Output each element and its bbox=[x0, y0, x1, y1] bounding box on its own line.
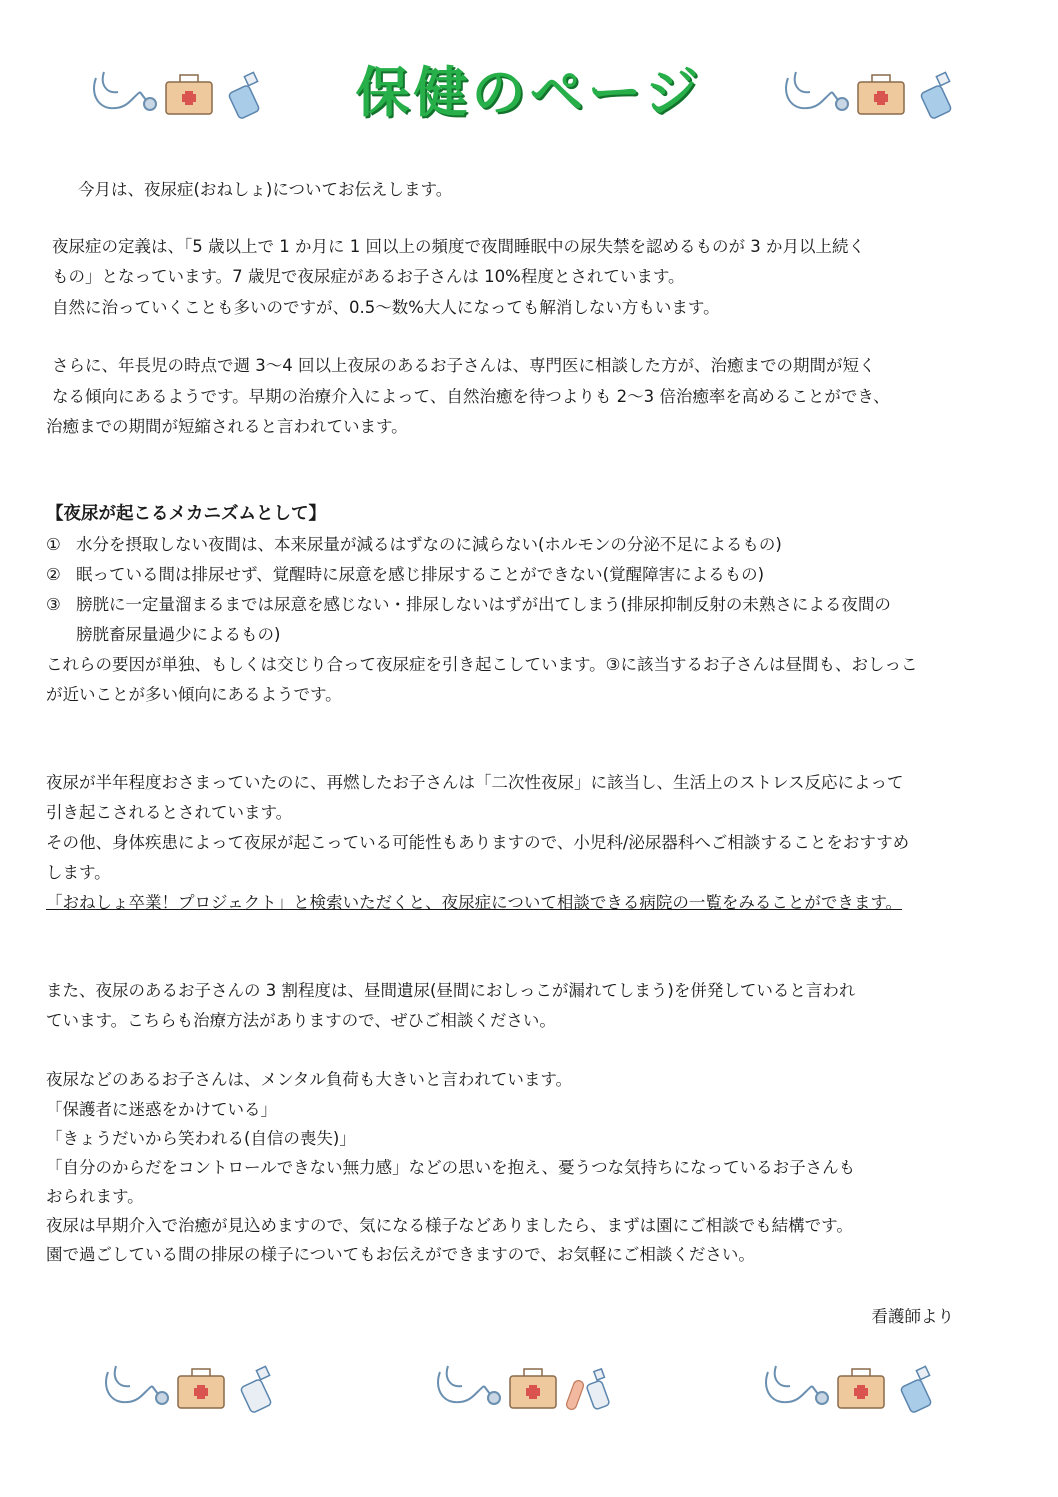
project-search-link[interactable]: 「おねしょ卒業！プロジェクト」と検索いただくと、夜尿症について相談できる病院の一覧をみることができます。 bbox=[46, 893, 903, 912]
secondary-line-1: 夜尿が半年程度おさまっていたのに、再燃したお子さんは「二次性夜尿」に該当し、生活上のストレス反応によって bbox=[46, 773, 904, 792]
medical-bag-icon bbox=[166, 75, 212, 114]
treatment-line-2: なる傾向にあるようです。早期の治療介入によって、自然治癒を待つよりも 2～3 倍治癒率を高めることができ、 bbox=[52, 387, 890, 406]
medical-decoration-bottom-right bbox=[760, 1358, 960, 1418]
mental-line-1: 夜尿などのあるお子さんは、メンタル負荷も大きいと言われています。 bbox=[46, 1070, 573, 1089]
secondary-line-3: その他、身体疾患によって夜尿が起こっている可能性もありますので、小児科/泌尿器科へご相談することをおすすめ bbox=[46, 833, 910, 852]
bottle-icon bbox=[240, 1366, 272, 1413]
page-title: 保健のページ bbox=[355, 61, 703, 124]
stethoscope-icon bbox=[106, 1366, 168, 1404]
secondary-line-2: 引き起こされるとされています。 bbox=[46, 803, 293, 822]
mechanism-heading: 【夜尿が起こるメカニズムとして】 bbox=[46, 504, 326, 524]
mechanism-item-1 bbox=[46, 530, 782, 559]
mental-line-5: おられます。 bbox=[46, 1187, 144, 1206]
mechanism-item-number: ③ bbox=[46, 595, 61, 614]
mental-line-4: 「自分のからだをコントロールできない無力感」などの思いを抱え、憂うつな気持ちになっているお子さんも bbox=[46, 1158, 856, 1177]
mechanism-item-text: 眠っている間は排尿せず、覚醒時に尿意を感じ排尿することができない(覚醒障害によるもの) bbox=[76, 565, 765, 584]
medical-bag-icon bbox=[858, 75, 904, 114]
mechanism-summary-line-2: が近いことが多い傾向にあるようです。 bbox=[46, 685, 342, 704]
medical-decoration-top-left bbox=[88, 64, 288, 124]
medical-decoration-top-right bbox=[780, 64, 980, 124]
definition-line-1: 夜尿症の定義は、「5 歳以上で 1 か月に 1 回以上の頻度で夜間睡眠中の尿失禁を認めるものが 3 か月以上続く bbox=[52, 237, 865, 256]
definition-line-3: 自然に治っていくことも多いのですが、0.5～数%大人になっても解消しない方もいます。 bbox=[52, 298, 720, 317]
bottle-icon bbox=[900, 1366, 932, 1413]
bottle-icon bbox=[228, 72, 260, 119]
medical-decoration-bottom-center bbox=[432, 1358, 632, 1418]
mechanism-item-2 bbox=[46, 560, 764, 589]
medical-bag-icon bbox=[178, 1369, 224, 1408]
treatment-line-1: さらに、年長児の時点で週 3～4 回以上夜尿のあるお子さんは、専門医に相談した方が、治癒までの期間が短く bbox=[52, 356, 876, 375]
medical-bag-icon bbox=[838, 1369, 884, 1408]
intro-text: 今月は、夜尿症(おねしょ)についてお伝えします。 bbox=[78, 180, 453, 199]
mental-line-3: 「きょうだいから笑われる(自信の喪失)」 bbox=[46, 1129, 356, 1148]
mechanism-item-number: ① bbox=[46, 535, 61, 554]
bandage-icon bbox=[565, 1379, 585, 1411]
mechanism-item-text: 水分を摂取しない夜間は、本来尿量が減るはずなのに減らない(ホルモンの分泌不足によるもの) bbox=[76, 535, 782, 554]
daytime-line-2: ています。こちらも治療方法がありますので、ぜひご相談ください。 bbox=[46, 1011, 556, 1030]
mental-line-6: 夜尿は早期介入で治癒が見込めますので、気になる様子などありましたら、まずは園にご相談でも結構です。 bbox=[46, 1216, 853, 1235]
medical-bag-icon bbox=[510, 1369, 556, 1408]
secondary-line-4: します。 bbox=[46, 863, 111, 882]
signature: 看護師より bbox=[871, 1307, 954, 1326]
mechanism-item-3 bbox=[46, 590, 891, 619]
mechanism-summary-line-1: これらの要因が単独、もしくは交じり合って夜尿症を引き起こしています。③に該当するお子さんは昼間も、おしっこ bbox=[46, 655, 918, 674]
stethoscope-icon bbox=[438, 1366, 500, 1404]
mechanism-item-text: 膀胱に一定量溜まるまでは尿意を感じない・排尿しないはずが出てしまう(排尿抑制反射の未熟さによる夜間の bbox=[76, 595, 891, 614]
stethoscope-icon bbox=[786, 72, 848, 110]
stethoscope-icon bbox=[94, 72, 156, 110]
mechanism-item-3-continued: 膀胱畜尿量過少によるもの) bbox=[76, 625, 281, 644]
mechanism-item-number: ② bbox=[46, 565, 61, 584]
definition-line-2: もの」となっています。7 歳児で夜尿症があるお子さんは 10%程度とされています。 bbox=[52, 267, 685, 286]
bottle-icon bbox=[920, 72, 952, 119]
medical-decoration-bottom-left bbox=[100, 1358, 300, 1418]
bottle-icon bbox=[586, 1369, 610, 1410]
stethoscope-icon bbox=[766, 1366, 828, 1404]
mental-line-2: 「保護者に迷惑をかけている」 bbox=[46, 1100, 277, 1119]
daytime-line-1: また、夜尿のあるお子さんの 3 割程度は、昼間遺尿(昼間におしっこが漏れてしまう)を併発していると言われ bbox=[46, 981, 856, 1000]
treatment-line-3: 治癒までの期間が短縮されると言われています。 bbox=[46, 417, 408, 436]
mental-line-7: 園で過ごしている間の排尿の様子についてもお伝えができますので、お気軽にご相談ください。 bbox=[46, 1245, 755, 1264]
